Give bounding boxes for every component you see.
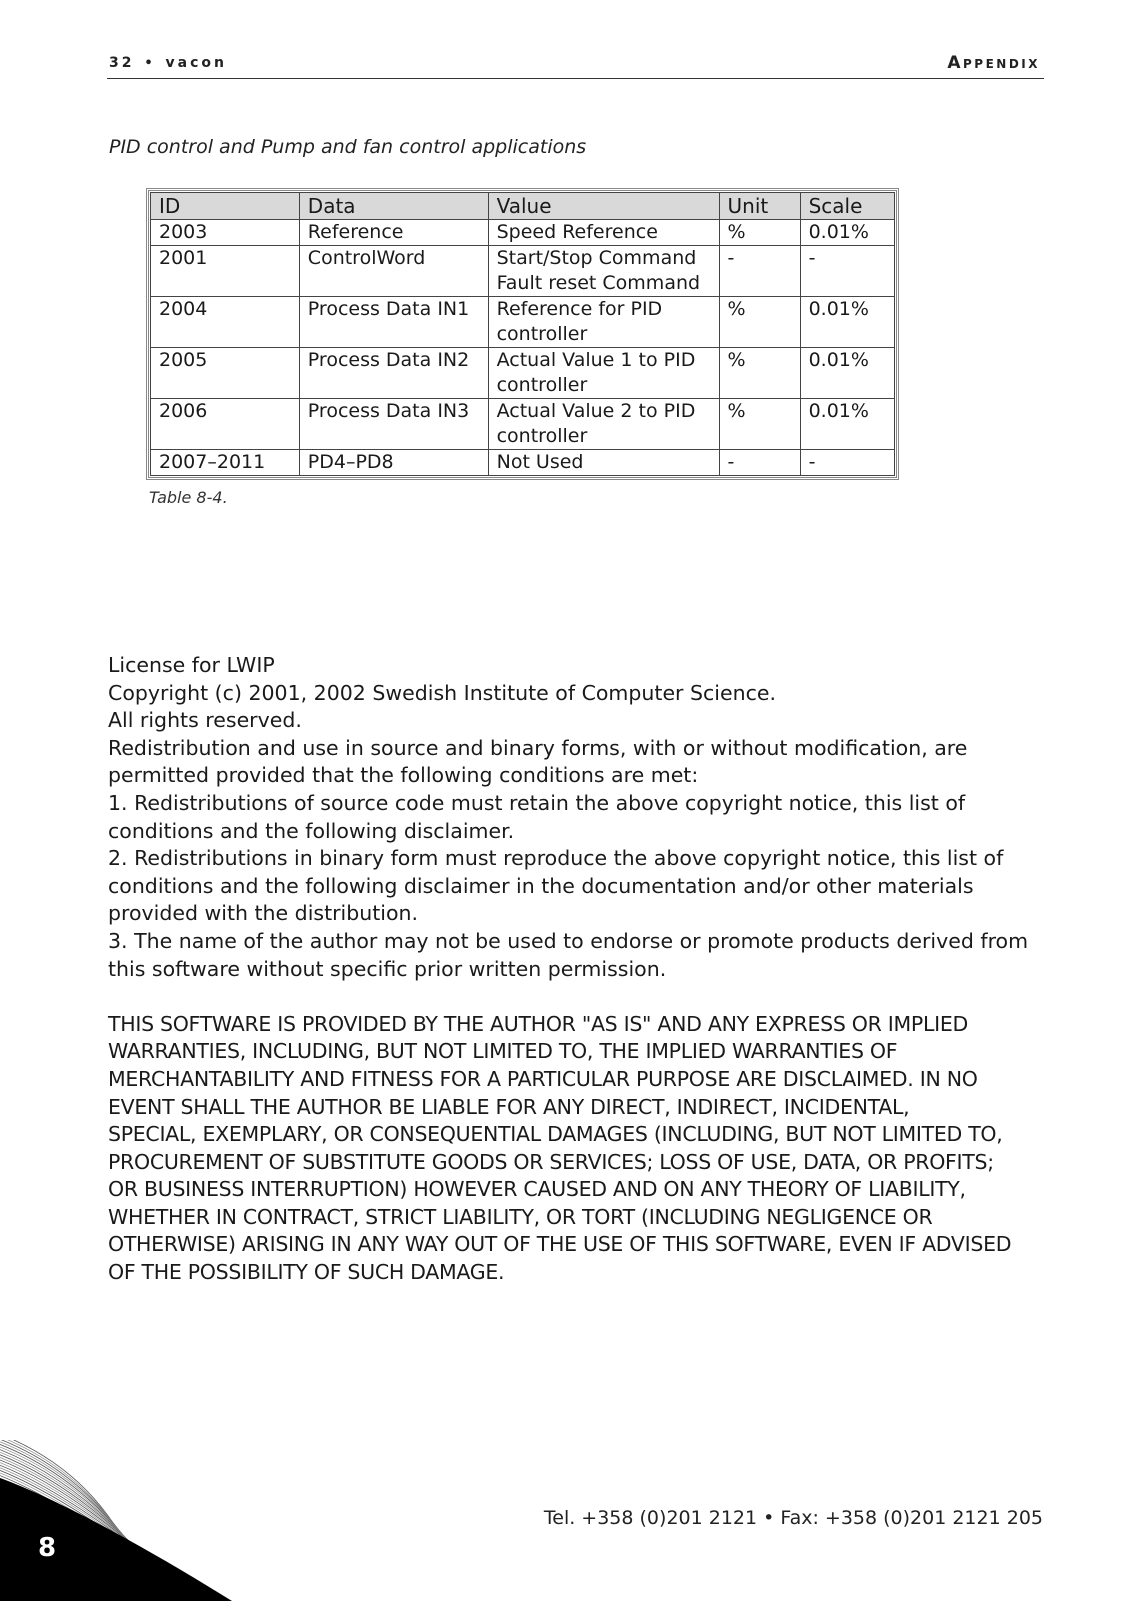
- table-header-row: [151, 193, 895, 220]
- column-header: Scale: [800, 193, 894, 220]
- table-caption: Table 8-4.: [149, 488, 228, 507]
- license-line: All rights reserved.: [108, 708, 302, 733]
- table-cell: Actual Value 1 to PID controller: [488, 348, 719, 399]
- header-brand: vacon: [165, 55, 228, 71]
- table-body: [151, 220, 895, 476]
- license-line: Redistribution and use in source and binary forms, with or without modification, are: [108, 735, 968, 760]
- table-cell: Process Data IN1: [299, 297, 488, 348]
- table-row: [151, 348, 895, 399]
- table-row: [151, 297, 895, 348]
- license-line: PROCUREMENT OF SUBSTITUTE GOODS OR SERVICES; LOSS OF USE, DATA, OR PROFITS;: [108, 1149, 994, 1174]
- table-cell: 0.01%: [800, 348, 894, 399]
- license-line: Copyright (c) 2001, 2002 Swedish Institute of Computer Science.: [108, 680, 776, 705]
- process-data-table-frame: [146, 188, 899, 480]
- license-line: this software without specific prior written permission.: [108, 956, 667, 981]
- swoosh-fill: [0, 1478, 232, 1601]
- license-line: EVENT SHALL THE AUTHOR BE LIABLE FOR ANY DIRECT, INDIRECT, INCIDENTAL,: [108, 1094, 910, 1119]
- table-cell: 2001: [151, 246, 300, 297]
- license-line: OTHERWISE) ARISING IN ANY WAY OUT OF THE USE OF THIS SOFTWARE, EVEN IF ADVISED: [108, 1232, 1012, 1257]
- table-cell: -: [719, 246, 800, 297]
- license-disclaimer: [108, 1011, 1048, 1287]
- license-line: WHETHER IN CONTRACT, STRICT LIABILITY, OR TORT (INCLUDING NEGLIGENCE OR: [108, 1204, 933, 1229]
- table-cell: Start/Stop Command Fault reset Command: [488, 246, 719, 297]
- header-page-brand: [109, 55, 227, 71]
- license-line: 1. Redistributions of source code must retain the above copyright notice, this list of: [108, 790, 966, 815]
- table-row: [151, 220, 895, 246]
- table-cell: -: [800, 246, 894, 297]
- table-cell: 2003: [151, 220, 300, 246]
- table-cell: 0.01%: [800, 220, 894, 246]
- header-bullet: •: [144, 56, 156, 71]
- license-line: OF THE POSSIBILITY OF SUCH DAMAGE.: [108, 1260, 505, 1285]
- license-line: THIS SOFTWARE IS PROVIDED BY THE AUTHOR "AS IS" AND ANY EXPRESS OR IMPLIED: [108, 1011, 968, 1036]
- table-cell: Not Used: [488, 450, 719, 476]
- license-line: SPECIAL, EXEMPLARY, OR CONSEQUENTIAL DAMAGES (INCLUDING, BUT NOT LIMITED TO,: [108, 1122, 1003, 1147]
- table-cell: -: [800, 450, 894, 476]
- table-cell: Process Data IN2: [299, 348, 488, 399]
- table-cell: 2006: [151, 399, 300, 450]
- license-line: provided with the distribution.: [108, 901, 419, 926]
- license-line: conditions and the following disclaimer in the documentation and/or other materials: [108, 873, 974, 898]
- license-line: License for LWIP: [108, 653, 275, 677]
- table-cell: 2005: [151, 348, 300, 399]
- table-cell: ControlWord: [299, 246, 488, 297]
- table-cell: 2004: [151, 297, 300, 348]
- table-cell: Actual Value 2 to PID controller: [488, 399, 719, 450]
- chapter-number: 8: [38, 1533, 57, 1563]
- license-line: OR BUSINESS INTERRUPTION) HOWEVER CAUSED AND ON ANY THEORY OF LIABILITY,: [108, 1177, 966, 1202]
- header-page-number: 32: [109, 55, 135, 71]
- table-cell: 0.01%: [800, 297, 894, 348]
- table-cell: %: [719, 348, 800, 399]
- table-cell: -: [719, 450, 800, 476]
- process-data-table: [150, 192, 895, 476]
- section-subtitle: PID control and Pump and fan control applications: [109, 136, 587, 158]
- table-cell: %: [719, 399, 800, 450]
- header-section-title: Appendix: [947, 53, 1040, 73]
- table-cell: PD4–PD8: [299, 450, 488, 476]
- license-line: 3. The name of the author may not be used to endorse or promote products derived from: [108, 928, 1029, 953]
- table-cell: 2007–2011: [151, 450, 300, 476]
- license-line: MERCHANTABILITY AND FITNESS FOR A PARTICULAR PURPOSE ARE DISCLAIMED. IN NO: [108, 1066, 978, 1091]
- table-cell: Reference: [299, 220, 488, 246]
- table-cell: %: [719, 297, 800, 348]
- table-row: [151, 399, 895, 450]
- table-cell: Speed Reference: [488, 220, 719, 246]
- license-line: WARRANTIES, INCLUDING, BUT NOT LIMITED TO, THE IMPLIED WARRANTIES OF: [108, 1039, 898, 1064]
- table-cell: 0.01%: [800, 399, 894, 450]
- column-header: Unit: [719, 193, 800, 220]
- footer-contact: Tel. +358 (0)201 2121 • Fax: +358 (0)201 2121 205: [543, 1507, 1043, 1529]
- table-row: [151, 246, 895, 297]
- license-line: permitted provided that the following conditions are met:: [108, 763, 699, 788]
- table-cell: Process Data IN3: [299, 399, 488, 450]
- page-header: [107, 52, 1044, 79]
- table-row: [151, 450, 895, 476]
- corner-swoosh-graphic: [0, 1440, 240, 1601]
- column-header: Value: [488, 193, 719, 220]
- license-text: [108, 652, 1048, 1287]
- license-conditions: [108, 652, 1048, 983]
- table-cell: %: [719, 220, 800, 246]
- column-header: Data: [299, 193, 488, 220]
- license-line: 2. Redistributions in binary form must reproduce the above copyright notice, this list of: [108, 846, 1004, 871]
- column-header: ID: [151, 193, 300, 220]
- table-cell: Reference for PID controller: [488, 297, 719, 348]
- license-line: conditions and the following disclaimer.: [108, 818, 515, 843]
